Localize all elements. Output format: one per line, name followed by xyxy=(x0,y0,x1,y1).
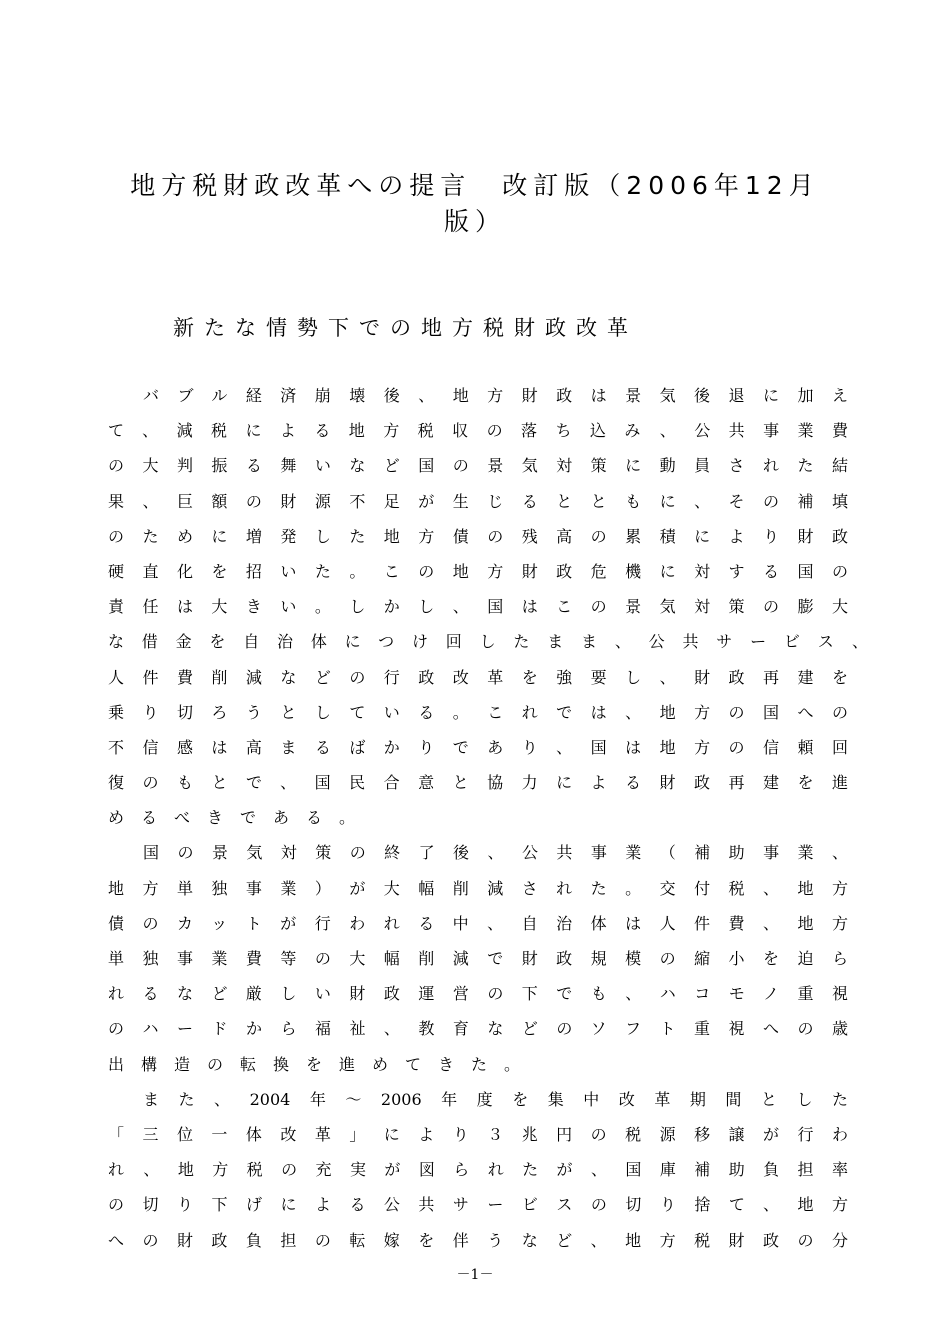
paragraph-line: 「三位一体改革」により３兆円の税源移譲が行わ xyxy=(108,1124,848,1144)
document-title xyxy=(110,168,840,240)
paragraph-line: への財政負担の転嫁を伴うなど、地方税財政の分 xyxy=(108,1230,848,1250)
paragraph-line: 果、巨額の財源不足が生じるとともに、その補填 xyxy=(108,491,848,511)
paragraph-line: れ、地方税の充実が図られたが、国庫補助負担率 xyxy=(108,1160,848,1180)
paragraph-line: 出構造の転換を進めてきた。 xyxy=(108,1054,538,1074)
paragraph-line: めるべきである。 xyxy=(108,808,373,828)
page-number: －1－ xyxy=(456,1267,494,1283)
paragraph-line: 責任は大きい。しかし、国はこの景気対策の膨大 xyxy=(108,597,848,617)
paragraph-line: のハードから福祉、教育などのソフト重視への歳 xyxy=(108,1019,848,1039)
title-line-1: 地方税財政改革への提言 改訂版（2006年12月 xyxy=(130,171,820,200)
title-line-2: 版） xyxy=(443,207,506,236)
body-text xyxy=(108,378,868,1258)
paragraph-line: 硬直化を招いた。この地方財政危機に対する国の xyxy=(108,561,848,581)
section-heading: 新たな情勢下での地方税財政改革 xyxy=(173,316,638,340)
paragraph-line: の切り下げによる公共サービスの切り捨て、地方 xyxy=(108,1195,848,1215)
paragraph-line: 乗り切ろうとしている。これでは、地方の国への xyxy=(108,702,848,722)
paragraph-line: 地方単独事業）が大幅削減された。交付税、地方 xyxy=(108,878,848,898)
paragraph-line: て、減税による地方税収の落ち込み、公共事業費 xyxy=(108,421,848,441)
paragraph-line: 不信感は高まるばかりであり、国は地方の信頼回 xyxy=(108,737,848,757)
paragraph-line: 国の景気対策の終了後、公共事業（補助事業、 xyxy=(143,843,848,863)
paragraph-line: バブル経済崩壊後、地方財政は景気後退に加え xyxy=(143,386,848,405)
paragraph-line: な借金を自治体につけ回したまま、公共サービス、 xyxy=(108,632,868,652)
paragraph-line: 単独事業費等の大幅削減で財政規模の縮小を迫ら xyxy=(108,949,848,968)
paragraph-line: のために増発した地方債の残高の累積により財政 xyxy=(108,526,848,546)
paragraph-line: 債のカットが行われる中、自治体は人件費、地方 xyxy=(108,913,848,933)
paragraph-line: また、2004年～2006年度を集中改革期間とした xyxy=(143,1089,848,1109)
paragraph-line: 人件費削減などの行政改革を強要し、財政再建を xyxy=(108,667,848,687)
paragraph-line: の大判振る舞いなど国の景気対策に動員された結 xyxy=(108,456,848,476)
paragraph-line: れるなど厳しい財政運営の下でも、ハコモノ重視 xyxy=(108,984,848,1004)
paragraph-line: 復のもとで、国民合意と協力による財政再建を進 xyxy=(108,773,848,793)
